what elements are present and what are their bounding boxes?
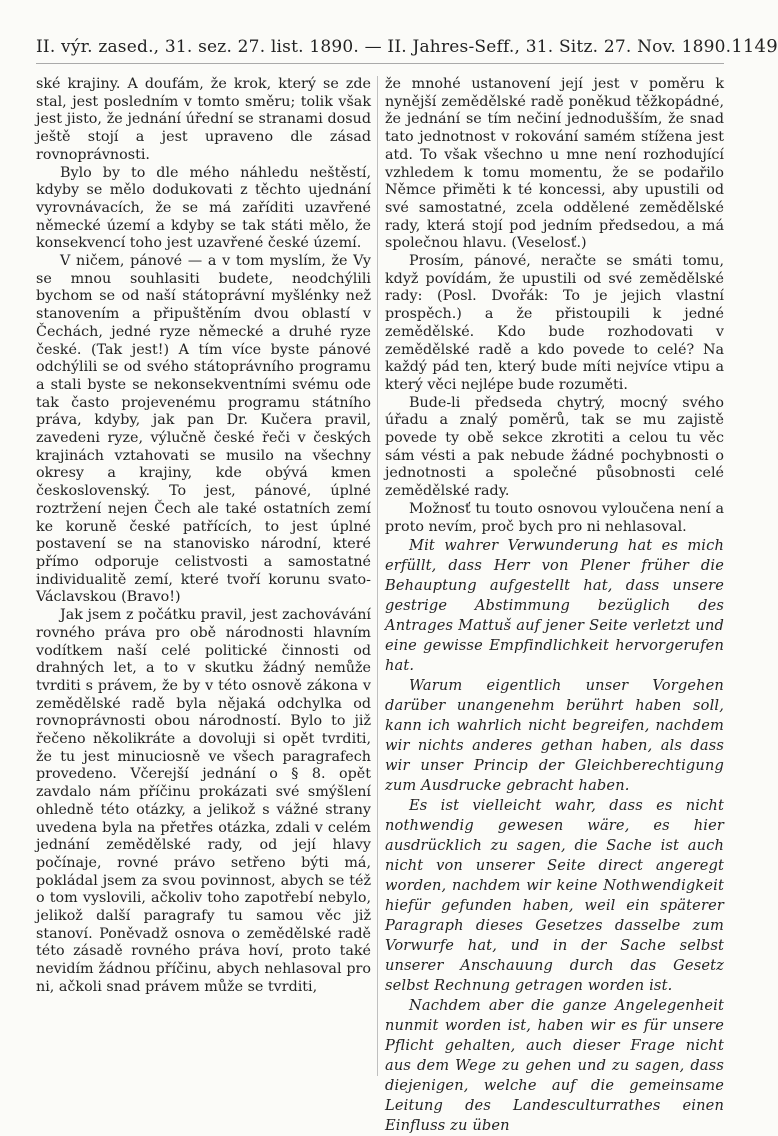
german-paragraph: Nachdem aber die ganze Angelegenheit nunmit worden ist, haben wir es für unsere Pflicht gehalten, auch dieser Frage nicht aus dem Wege zu gehen und zu sagen, dass diejenigen, welche auf die gemeinsame Leitung des Landesculturrathes einen Einfluss zu üben <box>385 997 724 1135</box>
paragraph: ské krajiny. A doufám, že krok, který se zde stal, jest posledním v tomto směru; tolik však jest jisto, že jednání úřední se stranami dosud ještě stojí a jest upraveno dle zásad rovnoprávnosti. <box>36 76 371 163</box>
document-page <box>36 30 778 1135</box>
paragraph: že mnohé ustanovení její jest v poměru k nynější zemědělské radě poněkud těžkopádné, že jednání se tím nečiní jednodušším, že snad tato jednotnost v rokování samém stížena jest atd. To však všechno u mne není rozhodující vzhledem k tomu momentu, že se podařilo Němce přiměti k té koncessi, aby upustili od své samostatné, zcela oddělené zemědělské rady, která stojí pod jedním předsedou, a má společnou hlavu. (Veselosť.) <box>385 76 724 252</box>
right-column <box>385 76 724 1135</box>
paragraph: Prosím, pánové, neračte se smáti tomu, když povídám, že upustili od své zemědělské rady: (Posl. Dvořák: To je jejich vlastní prospěch.) a že přistoupili k jedné zemědělské. Kdo bude rozhodovati v zemědělské radě a kdo povede to celé? Na každý pád ten, který bude míti nejvíce vtipu a který věci nejlépe bude rozuměti. <box>385 253 724 393</box>
german-paragraph: Es ist vielleicht wahr, dass es nicht nothwendig gewesen wäre, es hier ausdrücklich zu sagen, die Sache ist auch nicht von unserer Seite direct angeregt worden, nachdem wir keine Nothwendigkeit hiefür gefunden haben, weil ein späterer Paragraph dieses Gesetzes dasselbe zum Vorwurfe hat, und in der Sache selbst unserer Anschauung durch das Gesetz selbst Rechnung getragen worden ist. <box>385 797 724 995</box>
paragraph: V ničem, pánové — a v tom myslím, že Vy se mnou souhlasiti budete, neodchýlili bychom se od naší státoprávní myšlénky než stanovením a připuštěním dvou oblastí v Čechách, jedné ryze německé a druhé ryze české. (Tak jest!) A tím více byste pánové odchýlili se od svého státoprávního programu a stali byste se nekonsekventními svému ode tak často projevenému programu státního práva, kdyby, jak pan Dr. Kučera pravil, zavedeni ryze, výlučně české řeči v českých krajinách vztahovati se musilo na všechny okresy a krajiny, kde obývá kmen československý. To jest, pánové, úplné roztržení nejen Čech ale také ostatních zemí ke koruně české patřících, to jest úplné postavení se na stanovisko národní, které přímo odporuje celistvosti a samostatné individualitě zemí, které tvoří korunu svato-Václavskou (Bravo!) <box>36 253 371 606</box>
left-column <box>36 76 371 1086</box>
paragraph: Možnosť tu touto osnovou vyloučena není a proto nevím, proč bych pro ni nehlasoval. <box>385 500 724 535</box>
paragraph: Jak jsem z počátku pravil, jest zachovávání rovného práva pro obě národnosti hlavním vodítkem naší celé politické činnosti od drahných let, a to v skutku žádný nemůže tvrditi s právem, že by v této osnově zákona v zemědělské radě byla nějaká odchylka od rovnoprávnosti obou národností. Bylo to již řečeno několikráte a dovoluji si opět tvrditi, že tu jest minuciosně ve všech paragrafech provedeno. Včerejší jednání o § 8. opět zavdalo nám příčinu prokázati své smýšlení ohledně této otázky, a jelikož s vážné strany uvedena byla na přetřes otázka, zdali v celém jednání zemědělské rady, od její hlavy počínaje, rovné právo setřeno býti má, pokládal jsem za svou povinnost, abych se též o tom vyslovili, ačkoliv toho zapotřebí nebylo, jelikož další paragrafy tu samou věc již stanoví. Poněvadž osnova o zemědělské radě této zásadě rovného práva hoví, proto také nevidím žádnou příčinu, abych nehlasoval pro ni, ačkoli snad právem může se tvrditi, <box>36 607 371 995</box>
column-divider <box>377 76 378 1076</box>
header-title: II. výr. zased., 31. sez. 27. list. 1890. — II. Jahres-Seff., 31. Sitz. 27. Nov. 1890. <box>36 37 732 57</box>
page-number: 1149 <box>731 36 778 57</box>
german-paragraph: Mit wahrer Verwunderung hat es mich erfüllt, dass Herr von Plener früher die Behauptung aufgestellt hat, dass unsere gestrige Abstimmung bezüglich des Antrages Mattuš auf jener Seite verletzt und eine gewisse Empfindlichkeit hervorgerufen hat. <box>385 537 724 675</box>
page-header <box>36 30 778 64</box>
text-columns <box>36 76 724 1135</box>
german-paragraph: Warum eigentlich unser Vorgehen darüber unangenehm berührt haben soll, kann ich wahrlich nicht begreifen, nachdem wir nichts anderes gethan haben, als dass wir unser Princip der Gleichberechtigung zum Ausdrucke gebracht haben. <box>385 677 724 795</box>
paragraph: Bude-li předseda chytrý, mocný svého úřadu a znalý poměrů, tak se mu zajistě povede ty obě sekce zkrotiti a celou tu věc sám vésti a pak nebude žádné pochybnosti o jednotnosti a společné působnosti celé zemědělské rady. <box>385 394 724 500</box>
paragraph: Bylo by to dle mého náhledu neštěstí, kdyby se mělo dodukovati z těchto ujednání vyrovnávacích, že se má zaříditi uzavřené německé území a kdyby se tak státi mělo, že konsekvencí toho jest uzavřené české území. <box>36 164 371 252</box>
